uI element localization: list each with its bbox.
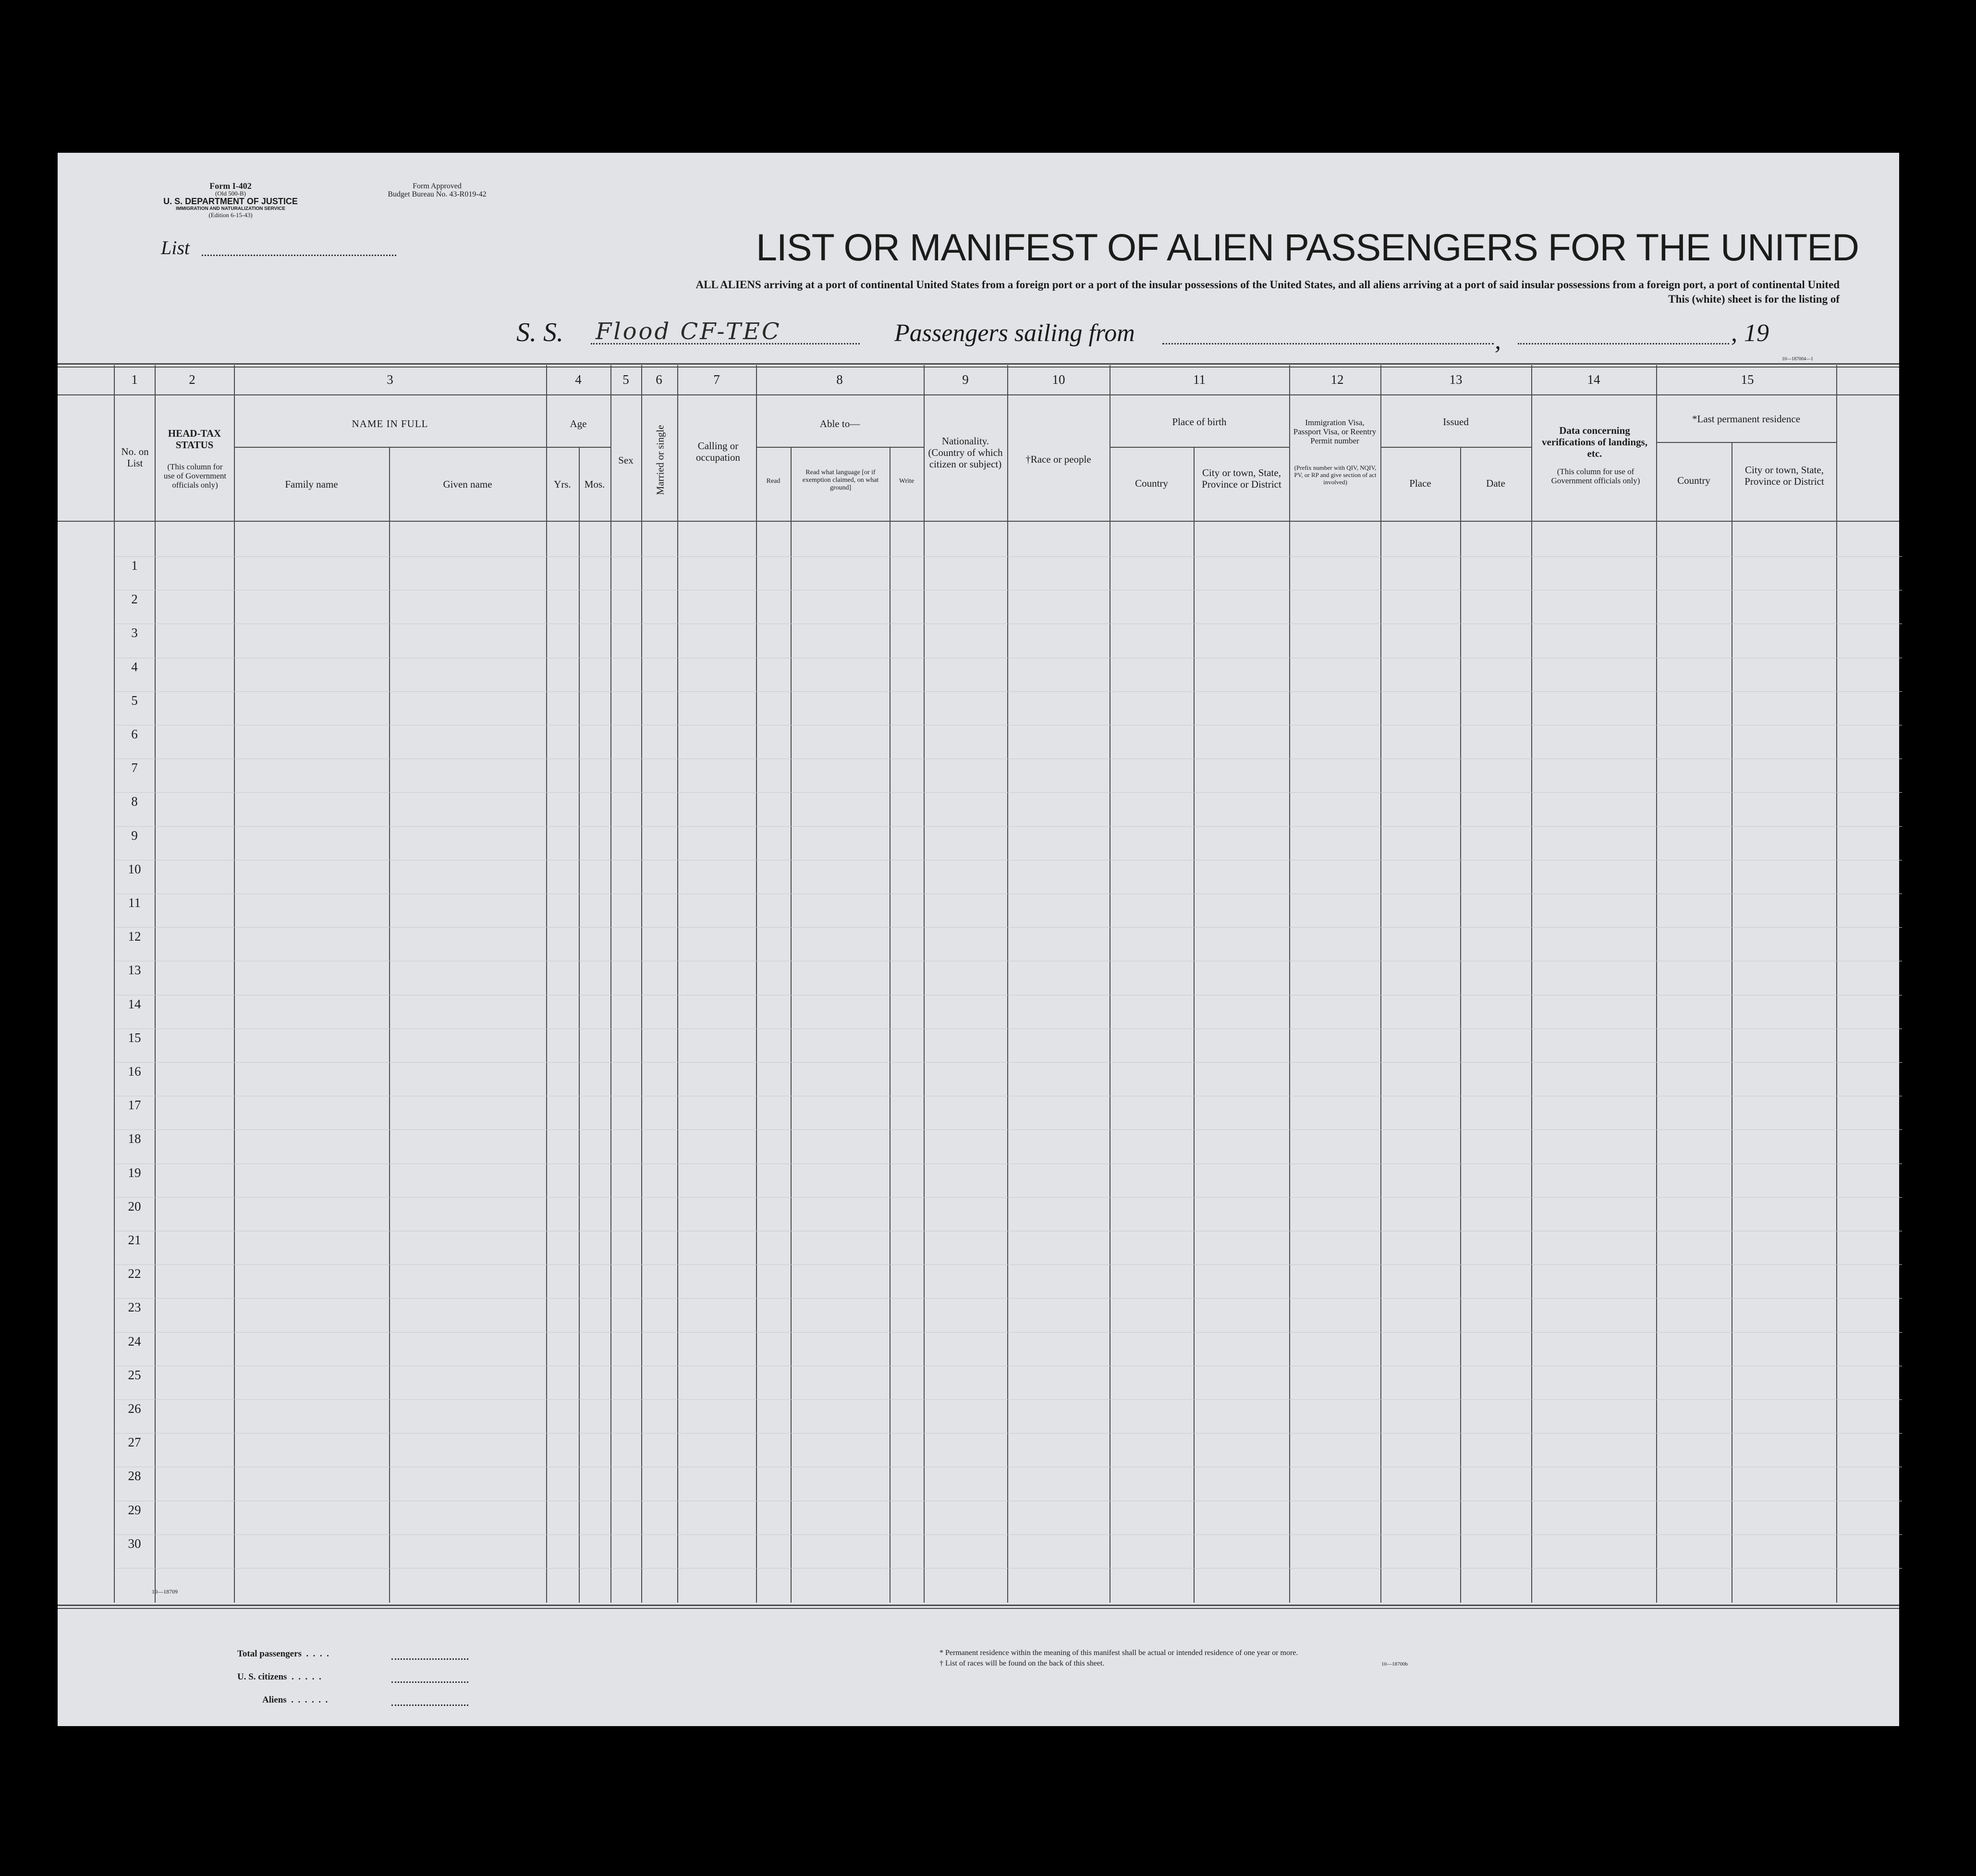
col-number-9: 9 bbox=[962, 372, 969, 387]
comma: , bbox=[1495, 327, 1501, 355]
races-footnote: † List of races will be found on the back of this sheet. bbox=[939, 1659, 1105, 1668]
col-line bbox=[1531, 365, 1532, 1603]
footer-stamp-right: 10—18700b bbox=[1381, 1661, 1408, 1667]
last-residence-header: *Last permanent residence bbox=[1692, 413, 1801, 425]
title-subtext bbox=[418, 278, 1840, 292]
row-number: 6 bbox=[131, 727, 138, 741]
row-rule bbox=[115, 691, 1902, 692]
row-number: 20 bbox=[128, 1199, 141, 1214]
age-subrule bbox=[546, 447, 610, 448]
table-rule-bottom-2 bbox=[58, 1608, 1899, 1609]
row-number: 5 bbox=[131, 693, 138, 708]
no-on-list-header: No. on List bbox=[121, 446, 149, 469]
visa-header: Immigration Visa, Passport Visa, or Reentry Permit number bbox=[1293, 418, 1377, 445]
col-line bbox=[756, 365, 757, 1603]
write-header: Write bbox=[899, 478, 915, 485]
department-name: U. S. DEPARTMENT OF JUSTICE bbox=[163, 196, 298, 206]
row-rule bbox=[115, 1568, 1902, 1569]
col-number-12: 12 bbox=[1330, 372, 1344, 387]
header-rule-bottom bbox=[58, 521, 1899, 522]
row-rule bbox=[115, 1264, 1902, 1265]
us-citizens-field[interactable] bbox=[391, 1681, 468, 1683]
col-number-3: 3 bbox=[387, 372, 393, 387]
col-line bbox=[389, 447, 390, 1603]
head-tax-header: HEAD-TAX STATUS bbox=[168, 428, 221, 451]
form-edition: (Edition 6-15-43) bbox=[208, 211, 253, 219]
birth-country-header: Country bbox=[1135, 478, 1168, 489]
row-rule bbox=[115, 1298, 1902, 1299]
col-line bbox=[1007, 365, 1008, 1603]
col-line bbox=[610, 365, 611, 1603]
row-number: 24 bbox=[128, 1334, 141, 1349]
row-rule bbox=[115, 792, 1902, 793]
row-rule bbox=[115, 1399, 1902, 1400]
row-number: 1 bbox=[131, 558, 138, 573]
footer-stamp-left: 10—18709 bbox=[152, 1588, 178, 1595]
col-line bbox=[641, 365, 642, 1603]
col-line bbox=[546, 365, 547, 1603]
row-number: 10 bbox=[128, 861, 141, 876]
col-number-4: 4 bbox=[575, 372, 582, 387]
data-concerning-header: Data concerning verifications of landings, etc. bbox=[1542, 425, 1647, 459]
row-rule bbox=[115, 1197, 1902, 1198]
row-number: 16 bbox=[128, 1064, 141, 1079]
calling-header: Calling or occupation bbox=[695, 440, 741, 463]
subtext-line-1: arriving at a port of continental United States from a foreign port or a port of the insular possessions of the United States, and all aliens arriving at a port of said insular possessions from a foreign port, a port of continental United bbox=[761, 279, 1840, 291]
residence-country-header: Country bbox=[1677, 475, 1710, 486]
row-rule bbox=[115, 927, 1902, 928]
row-number: 19 bbox=[128, 1165, 141, 1180]
col-number-6: 6 bbox=[656, 372, 662, 387]
head-tax-note: (This column for use of Government officials only) bbox=[163, 462, 227, 490]
residence-footnote: * Permanent residence within the meaning of this manifest shall be actual or intended residence of one year or more. bbox=[939, 1649, 1298, 1657]
col-number-14: 14 bbox=[1587, 372, 1600, 387]
total-passengers-label: Total passengers . . . . bbox=[237, 1649, 329, 1659]
read-header: Read bbox=[766, 478, 781, 485]
read-language-header: Read what language [or if exemption claimed, on what ground] bbox=[802, 469, 879, 491]
row-number: 3 bbox=[131, 625, 138, 640]
us-citizens-label: U. S. citizens . . . . . bbox=[237, 1672, 321, 1682]
col-line bbox=[791, 447, 792, 1603]
list-label: List bbox=[161, 237, 190, 258]
approval-block bbox=[355, 183, 519, 199]
row-number: 17 bbox=[128, 1098, 141, 1113]
row-rule bbox=[115, 556, 1902, 557]
row-rule bbox=[115, 1534, 1902, 1535]
name-subrule bbox=[234, 447, 546, 448]
list-number-field[interactable] bbox=[202, 255, 396, 256]
residence-city-header: City or town, State, Province or District bbox=[1744, 464, 1824, 487]
row-number: 29 bbox=[128, 1502, 141, 1517]
nationality-header: Nationality. (Country of which citizen or subject) bbox=[928, 435, 1003, 470]
row-rule bbox=[115, 826, 1902, 827]
header-rule-top bbox=[58, 363, 1899, 365]
col-line bbox=[924, 365, 925, 1603]
row-number: 23 bbox=[128, 1300, 141, 1315]
row-number: 2 bbox=[131, 592, 138, 607]
agency-block bbox=[130, 182, 331, 219]
row-number: 8 bbox=[131, 794, 138, 809]
aliens-label: Aliens . . . . . . bbox=[262, 1695, 328, 1705]
total-passengers-text: Total passengers bbox=[237, 1649, 302, 1659]
race-header: †Race or people bbox=[1025, 454, 1091, 465]
aliens-text: Aliens bbox=[262, 1695, 287, 1705]
all-aliens-label: ALL ALIENS bbox=[695, 279, 761, 291]
col-number-8: 8 bbox=[836, 372, 843, 387]
col-line bbox=[677, 365, 678, 1603]
ship-name-handwritten: Flood CF-TEC bbox=[596, 318, 781, 345]
col-number-15: 15 bbox=[1741, 372, 1754, 387]
service-name: IMMIGRATION AND NATURALIZATION SERVICE bbox=[176, 206, 285, 211]
row-number: 30 bbox=[128, 1536, 141, 1551]
col-number-5: 5 bbox=[622, 372, 629, 387]
manifest-title: LIST OR MANIFEST OF ALIEN PASSENGERS FOR THE UNITED bbox=[756, 226, 1859, 269]
col-line bbox=[114, 365, 115, 1603]
sailing-label: Passengers sailing from bbox=[894, 319, 1135, 347]
budget-bureau: Budget Bureau No. 43-R019-42 bbox=[388, 190, 487, 198]
col-number-7: 7 bbox=[713, 372, 720, 387]
row-number: 9 bbox=[131, 828, 138, 843]
row-number: 26 bbox=[128, 1401, 141, 1416]
print-stamp: 10—187004—1 bbox=[1782, 356, 1813, 362]
issued-date-header: Date bbox=[1486, 478, 1505, 489]
issued-header: Issued bbox=[1443, 416, 1469, 428]
col-number-2: 2 bbox=[189, 372, 195, 387]
ship-name-field[interactable] bbox=[591, 343, 860, 344]
row-rule bbox=[115, 1062, 1902, 1063]
sailing-port-field[interactable] bbox=[1162, 343, 1494, 344]
birth-subrule bbox=[1110, 447, 1289, 448]
ss-label: S. S. bbox=[516, 318, 563, 347]
col-line bbox=[1289, 365, 1290, 1603]
yrs-header: Yrs. bbox=[554, 478, 571, 490]
married-header: Married or single bbox=[654, 425, 666, 495]
row-number: 22 bbox=[128, 1266, 141, 1281]
able-to-header: Able to— bbox=[819, 418, 860, 429]
issued-place-header: Place bbox=[1409, 478, 1431, 489]
total-passengers-field[interactable] bbox=[391, 1658, 468, 1660]
year-prefix: , 19 bbox=[1731, 319, 1769, 347]
col-line bbox=[155, 365, 156, 1603]
row-number: 27 bbox=[128, 1435, 141, 1450]
row-number: 4 bbox=[131, 659, 138, 674]
col-number-10: 10 bbox=[1052, 372, 1065, 387]
header-rule-numbers bbox=[58, 394, 1899, 395]
row-number: 28 bbox=[128, 1469, 141, 1484]
form-number: Form I-402 bbox=[209, 181, 252, 191]
aliens-field[interactable] bbox=[391, 1704, 468, 1706]
row-rule bbox=[115, 1433, 1902, 1434]
col-line bbox=[1656, 365, 1657, 1603]
birth-city-header: City or town, State, Province or District bbox=[1202, 467, 1281, 490]
subtext-line-2: This (white) sheet is for the listing of bbox=[1668, 293, 1840, 305]
row-number: 18 bbox=[128, 1131, 141, 1146]
col-number-1: 1 bbox=[131, 372, 138, 387]
form-approved: Form Approved bbox=[413, 182, 462, 190]
col-line bbox=[1194, 447, 1195, 1603]
table-rule-bottom bbox=[58, 1605, 1899, 1606]
mos-header: Mos. bbox=[584, 478, 605, 490]
residence-subrule bbox=[1656, 442, 1836, 443]
row-number: 15 bbox=[128, 1030, 141, 1045]
manifest-sheet bbox=[58, 153, 1899, 1726]
row-rule bbox=[115, 1332, 1902, 1333]
col-number-11: 11 bbox=[1193, 372, 1206, 387]
year-value: 19 bbox=[1744, 319, 1769, 347]
col-line bbox=[234, 365, 235, 1603]
row-number: 11 bbox=[128, 895, 141, 910]
row-number: 25 bbox=[128, 1367, 141, 1382]
issued-subrule bbox=[1380, 447, 1531, 448]
col-number-13: 13 bbox=[1449, 372, 1463, 387]
visa-note: (Prefix number with QIV, NQIV, PV, or RP and give section of act involved) bbox=[1294, 464, 1377, 486]
name-in-full-header: NAME IN FULL bbox=[352, 418, 428, 429]
data-concerning-note: (This column for use of Government officials only) bbox=[1551, 467, 1640, 485]
row-number: 13 bbox=[128, 963, 141, 978]
row-rule bbox=[115, 1129, 1902, 1130]
row-number: 21 bbox=[128, 1233, 141, 1247]
col-line bbox=[1460, 447, 1461, 1603]
place-of-birth-header: Place of birth bbox=[1172, 416, 1227, 428]
row-number: 7 bbox=[131, 760, 138, 775]
given-name-header: Given name bbox=[443, 478, 492, 490]
header-rule-top-2 bbox=[58, 367, 1899, 368]
family-name-header: Family name bbox=[285, 478, 338, 490]
col-line bbox=[579, 447, 580, 1603]
old-form-number: (Old 500-B) bbox=[215, 190, 246, 197]
col-line bbox=[1380, 365, 1381, 1603]
row-number: 12 bbox=[128, 929, 141, 944]
age-header: Age bbox=[570, 418, 587, 429]
us-citizens-text: U. S. citizens bbox=[237, 1672, 287, 1682]
col-line bbox=[1836, 365, 1837, 1603]
row-number: 14 bbox=[128, 996, 141, 1011]
sex-header: Sex bbox=[618, 454, 634, 466]
able-subrule bbox=[756, 447, 924, 448]
sailing-date-field[interactable] bbox=[1518, 343, 1729, 344]
